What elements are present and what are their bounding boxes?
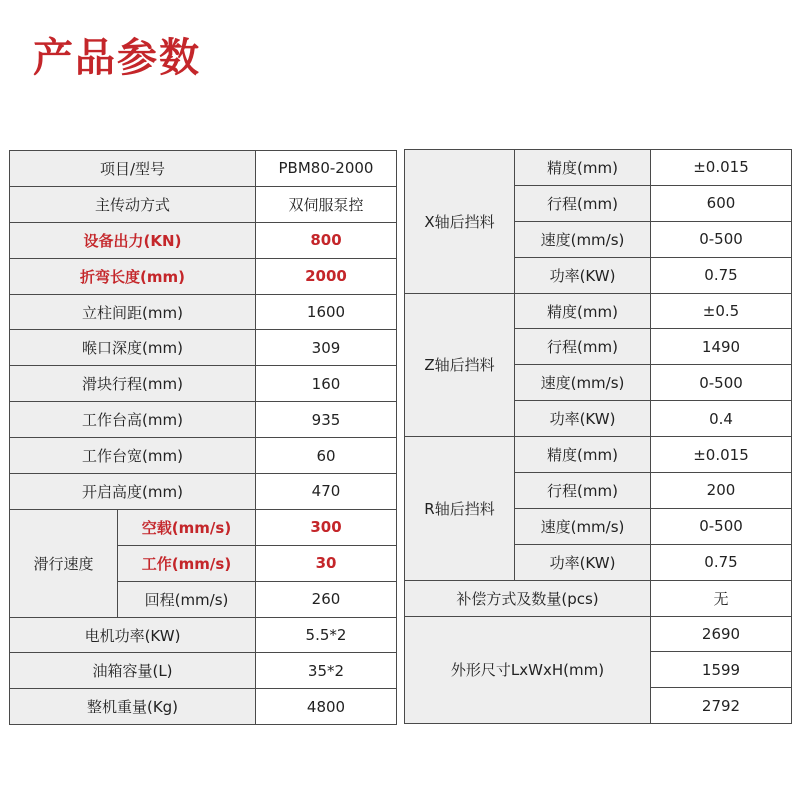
spec-label: 项目/型号 [10, 151, 256, 187]
spec-value-highlight: 2000 [256, 258, 397, 294]
table-row [405, 150, 792, 186]
dimension-value-length: 2690 [651, 616, 792, 652]
table-row [10, 474, 397, 510]
spec-value: 双伺服泵控 [256, 186, 397, 222]
spec-label: 功率(KW) [515, 257, 651, 293]
table-row [405, 437, 792, 473]
spec-label: 电机功率(KW) [10, 617, 256, 653]
table-row [10, 509, 397, 545]
spec-value: 4800 [256, 689, 397, 725]
spec-label: 功率(KW) [515, 544, 651, 580]
speed-group-label: 滑行速度 [10, 509, 118, 617]
spec-value: ±0.5 [651, 293, 792, 329]
right-spec-table [404, 149, 792, 724]
spec-value: 60 [256, 438, 397, 474]
spec-label: 精度(mm) [515, 293, 651, 329]
spec-value: 600 [651, 185, 792, 221]
dimension-value-width: 1599 [651, 652, 792, 688]
compensation-value: 无 [651, 580, 792, 616]
spec-value: 260 [256, 581, 397, 617]
spec-label: 行程(mm) [515, 473, 651, 509]
axis-group-label: Z轴后挡料 [405, 293, 515, 437]
spec-value: 309 [256, 330, 397, 366]
spec-label: 回程(mm/s) [118, 581, 256, 617]
spec-value: 160 [256, 366, 397, 402]
spec-value: 0.75 [651, 544, 792, 580]
spec-label: 工作台高(mm) [10, 402, 256, 438]
spec-value: PBM80-2000 [256, 151, 397, 187]
spec-value: ±0.015 [651, 437, 792, 473]
spec-value: 0.75 [651, 257, 792, 293]
spec-label: 速度(mm/s) [515, 221, 651, 257]
spec-label: 速度(mm/s) [515, 365, 651, 401]
table-row [10, 222, 397, 258]
spec-label: 速度(mm/s) [515, 508, 651, 544]
spec-label: 主传动方式 [10, 186, 256, 222]
spec-label: 油箱容量(L) [10, 653, 256, 689]
spec-label: 精度(mm) [515, 437, 651, 473]
table-row [10, 330, 397, 366]
spec-label-highlight: 空载(mm/s) [118, 509, 256, 545]
spec-label-highlight: 工作(mm/s) [118, 545, 256, 581]
table-row [405, 616, 792, 652]
spec-value: 0-500 [651, 221, 792, 257]
spec-value: 1600 [256, 294, 397, 330]
spec-value: 5.5*2 [256, 617, 397, 653]
spec-label: 工作台宽(mm) [10, 438, 256, 474]
axis-group-label: X轴后挡料 [405, 150, 515, 294]
table-row [10, 186, 397, 222]
table-row [405, 580, 792, 616]
table-row [10, 653, 397, 689]
dimension-value-height: 2792 [651, 688, 792, 724]
spec-value: 0-500 [651, 508, 792, 544]
table-row [405, 293, 792, 329]
table-row [10, 366, 397, 402]
spec-label: 滑块行程(mm) [10, 366, 256, 402]
left-spec-table [9, 150, 397, 725]
spec-value: 35*2 [256, 653, 397, 689]
table-row [10, 402, 397, 438]
page-title: 产品参数 [33, 35, 201, 81]
axis-group-label: R轴后挡料 [405, 437, 515, 581]
table-row [10, 689, 397, 725]
spec-label-highlight: 折弯长度(mm) [10, 258, 256, 294]
spec-label: 行程(mm) [515, 185, 651, 221]
spec-value: 0.4 [651, 401, 792, 437]
table-row [10, 617, 397, 653]
spec-label: 精度(mm) [515, 150, 651, 186]
table-row [10, 294, 397, 330]
spec-label: 开启高度(mm) [10, 474, 256, 510]
table-row [10, 438, 397, 474]
spec-value-highlight: 300 [256, 509, 397, 545]
spec-label: 行程(mm) [515, 329, 651, 365]
dimensions-label: 外形尺寸LxWxH(mm) [405, 616, 651, 724]
spec-label: 整机重量(Kg) [10, 689, 256, 725]
spec-value: 200 [651, 473, 792, 509]
spec-value: 935 [256, 402, 397, 438]
compensation-label: 补偿方式及数量(pcs) [405, 580, 651, 616]
spec-value: 1490 [651, 329, 792, 365]
spec-label-highlight: 设备出力(KN) [10, 222, 256, 258]
spec-label: 功率(KW) [515, 401, 651, 437]
spec-value-highlight: 800 [256, 222, 397, 258]
spec-value-highlight: 30 [256, 545, 397, 581]
table-row [10, 258, 397, 294]
spec-label: 喉口深度(mm) [10, 330, 256, 366]
spec-value: 0-500 [651, 365, 792, 401]
spec-value: ±0.015 [651, 150, 792, 186]
spec-value: 470 [256, 474, 397, 510]
spec-label: 立柱间距(mm) [10, 294, 256, 330]
table-row [10, 151, 397, 187]
